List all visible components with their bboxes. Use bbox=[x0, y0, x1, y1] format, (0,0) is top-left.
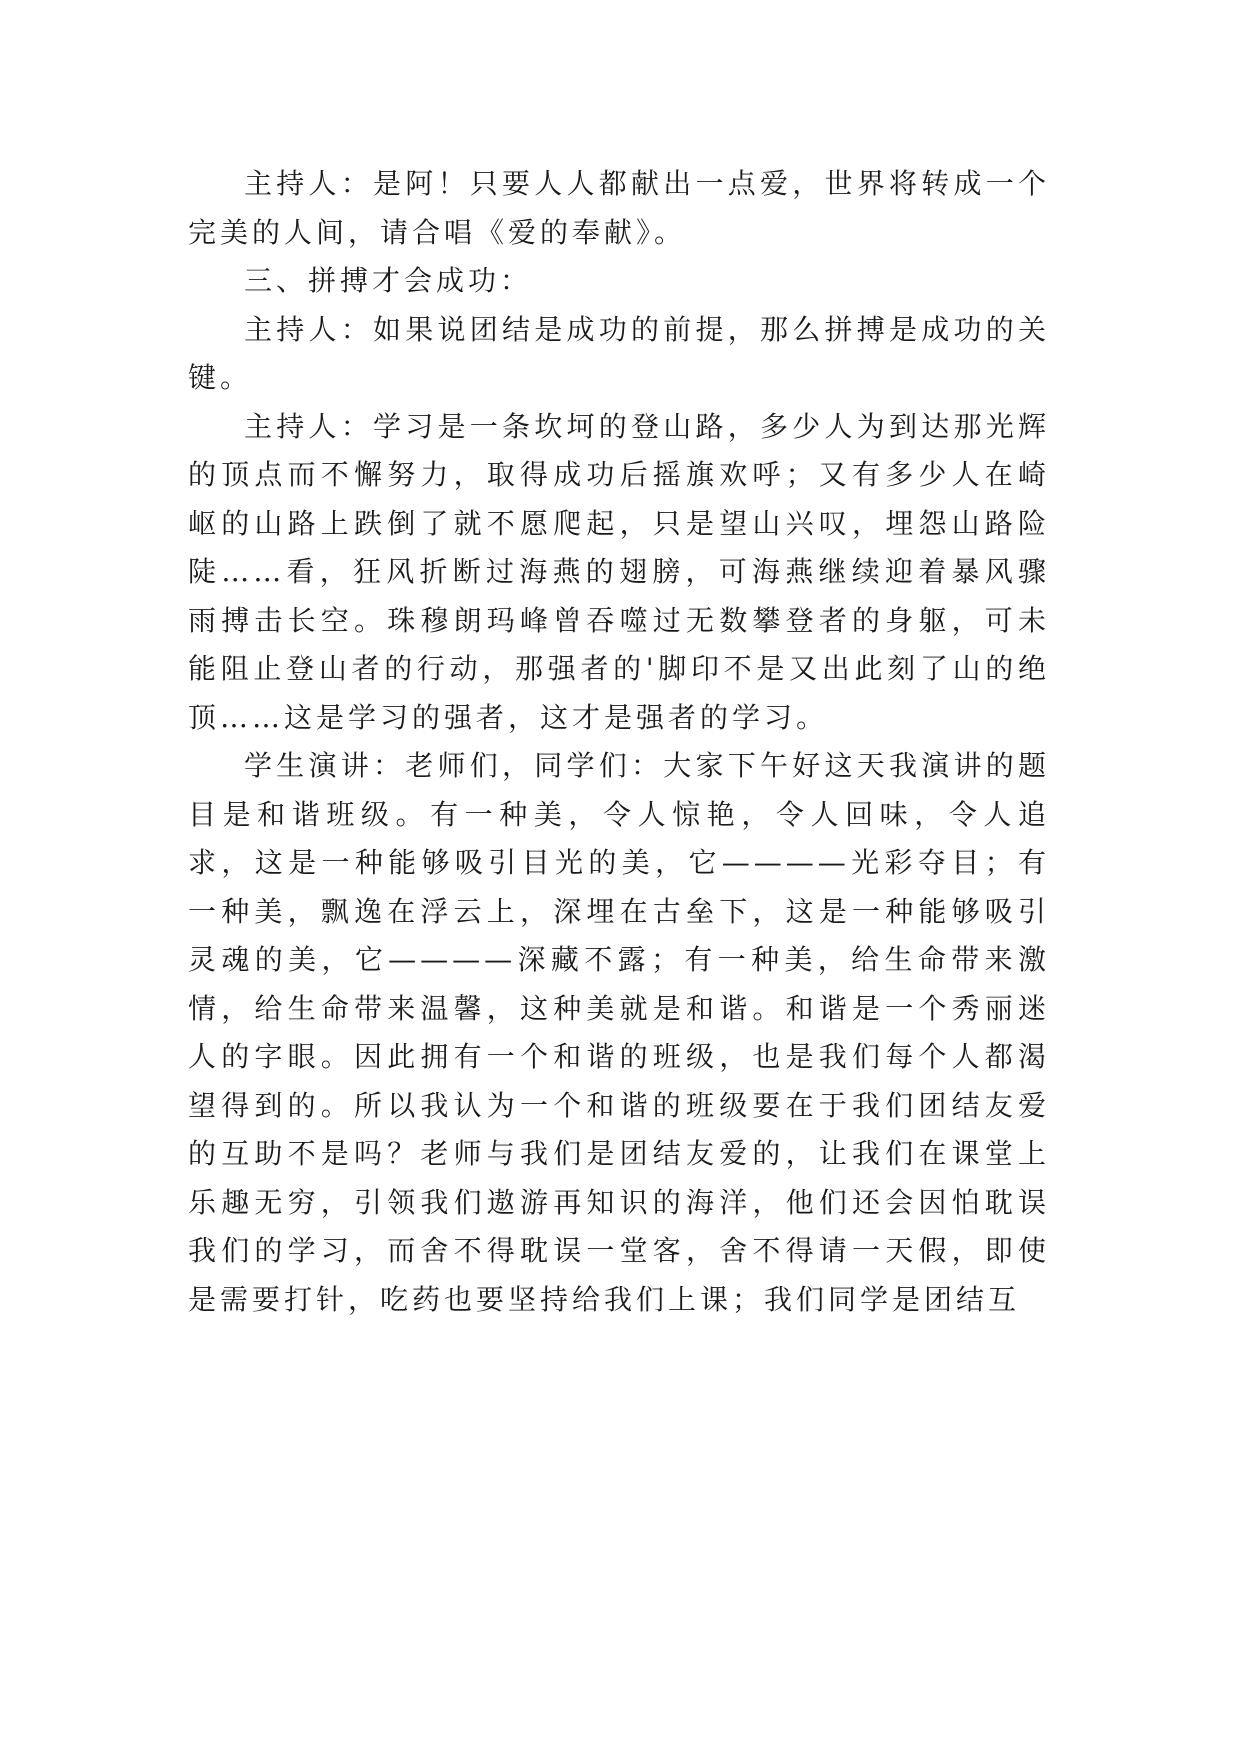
paragraph-student-speech: 学生演讲：老师们，同学们：大家下午好这天我演讲的题目是和谐班级。有一种美，令人惊艳，令人回味，令人追求，这是一种能够吸引目光的美，它————光彩夺目；有一种美，飘逸在浮云上，深埋在古垒下，这是一种能够吸引灵魂的美，它————深藏不露；有一种美，给生命带来激情，给生命带来温馨，这种美就是和谐。和谐是一个秀丽迷人的字眼。因此拥有一个和谐的班级，也是我们每个人都渴望得到的。所以我认为一个和谐的班级要在于我们团结友爱的互助不是吗？老师与我们是团结友爱的，让我们在课堂上乐趣无穷，引领我们遨游再知识的海洋，他们还会因怕耽误我们的学习，而舍不得耽误一堂客，舍不得请一天假，即使是需要打针，吃药也要坚持给我们上课；我们同学是团结互 bbox=[188, 749, 1050, 1316]
paragraph-host-learning: 主持人：学习是一条坎坷的登山路，多少人为到达那光辉的顶点而不懈努力，取得成功后摇旗欢呼；又有多少人在崎岖的山路上跌倒了就不愿爬起，只是望山兴叹，埋怨山路险陡……看，狂风折断过海燕的翅膀，可海燕继续迎着暴风骤雨搏击长空。珠穆朗玛峰曾吞噬过无数攀登者的身躯，可未能阻止登山者的行动，那强者的'脚印不是又出此刻了山的绝顶……这是学习的强者，这才是强者的学习。 bbox=[188, 409, 1050, 734]
paragraph-host-love: 主持人：是阿！只要人人都献出一点爱，世界将转成一个完美的人间，请合唱《爱的奉献》。 bbox=[188, 167, 1050, 249]
paragraph-host-unity: 主持人：如果说团结是成功的前提，那么拼搏是成功的关键。 bbox=[188, 312, 1050, 394]
section-heading-strive: 三、拼搏才会成功： bbox=[244, 264, 533, 297]
document-body bbox=[188, 160, 1050, 1324]
